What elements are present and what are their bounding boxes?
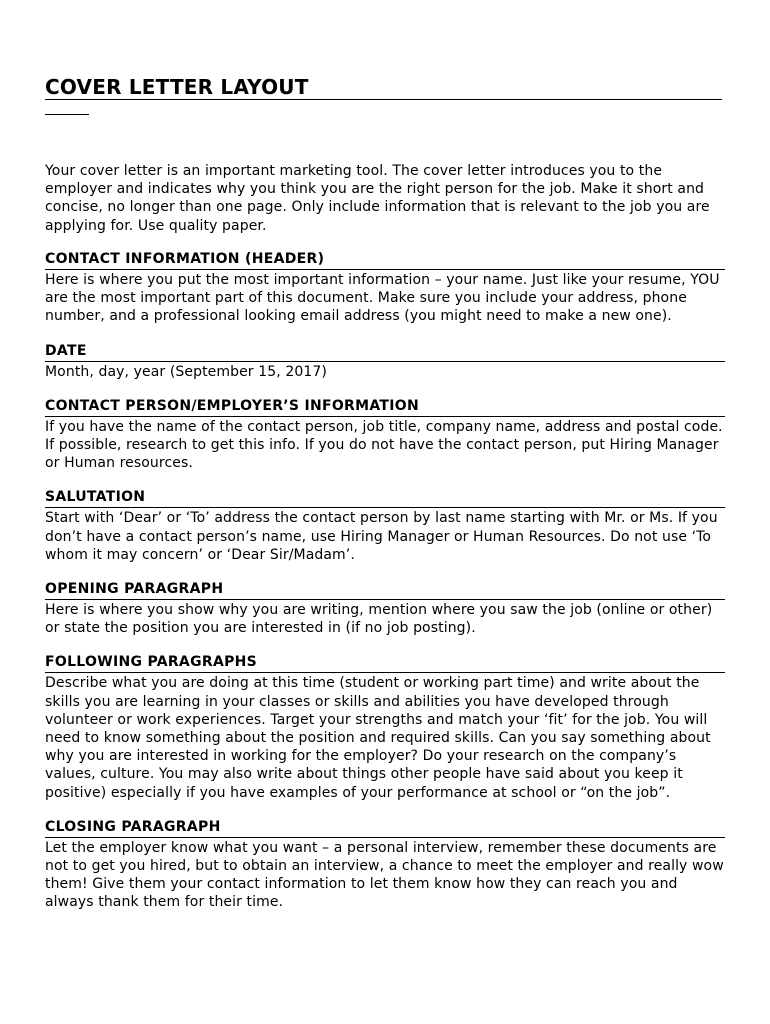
section-heading: SALUTATION [45, 489, 725, 508]
section-heading: FOLLOWING PARAGRAPHS [45, 654, 725, 673]
sections-list [45, 251, 725, 929]
section-heading: OPENING PARAGRAPH [45, 581, 725, 600]
section-salutation [45, 489, 725, 564]
section-body: If you have the name of the contact person, job title, company name, address and postal code. If possible, research to get this info. If you do not have the contact person, put Hiring Manager or Human resources. [45, 418, 723, 472]
section-contact-information [45, 251, 725, 326]
section-body: Start with ‘Dear’ or ‘To’ address the contact person by last name starting with Mr. or Ms. If you don’t have a contact person’s name, use Hiring Manager or Human Resources. Do not use ‘To whom it may concern’ or ‘Dear Sir/Madam’. [45, 510, 718, 563]
section-body: Month, day, year (September 15, 2017) [45, 363, 327, 380]
section-heading: CONTACT INFORMATION (HEADER) [45, 251, 725, 270]
section-heading: CONTACT PERSON/EMPLOYER’S INFORMATION [45, 398, 725, 417]
section-body: Let the employer know what you want – a personal interview, remember these documents are not to get you hired, but to obtain an interview, a chance to meet the employer and really wow them! Give them your contact information to let them know how they can reach you and always thank them for their time. [45, 839, 724, 911]
section-heading: DATE [45, 343, 725, 362]
section-closing-paragraph [45, 819, 725, 912]
section-following-paragraphs [45, 654, 725, 801]
title-underline-tail [45, 114, 89, 115]
section-opening-paragraph [45, 581, 725, 637]
section-body: Here is where you show why you are writing, mention where you saw the job (online or other) or state the position you are interested in (if no job posting). [45, 602, 713, 637]
section-contact-person [45, 398, 725, 473]
section-body: Here is where you put the most important information – your name. Just like your resume, YOU are the most important part of this document. Make sure you include your address, phone number, and a professional looking email address (you might need to make a new one). [45, 272, 720, 325]
page-title: COVER LETTER LAYOUT [45, 75, 722, 100]
section-heading: CLOSING PARAGRAPH [45, 819, 725, 838]
section-body: Describe what you are doing at this time (student or working part time) and write about the skills you are learning in your classes or skills and abilities you have developed through volunteer or work experiences. Target your strengths and match your ‘fit’ for the job. You will need to know something about the position and required skills. Can you say something about why you are interested in working for the employer? Do your research on the company’s values, culture. You may also write about things other people have said about you keep it positive) especially if you have examples of your performance at school or “on the job”. [45, 675, 711, 801]
intro-paragraph: Your cover letter is an important marketing tool. The cover letter introduces you to the employer and indicates why you think you are the right person for the job. Make it short and concise, no longer than one page. Only include information that is relevant to the job you are applying for. Use quality paper. [45, 163, 710, 234]
section-date [45, 343, 725, 381]
title-block [45, 75, 722, 115]
